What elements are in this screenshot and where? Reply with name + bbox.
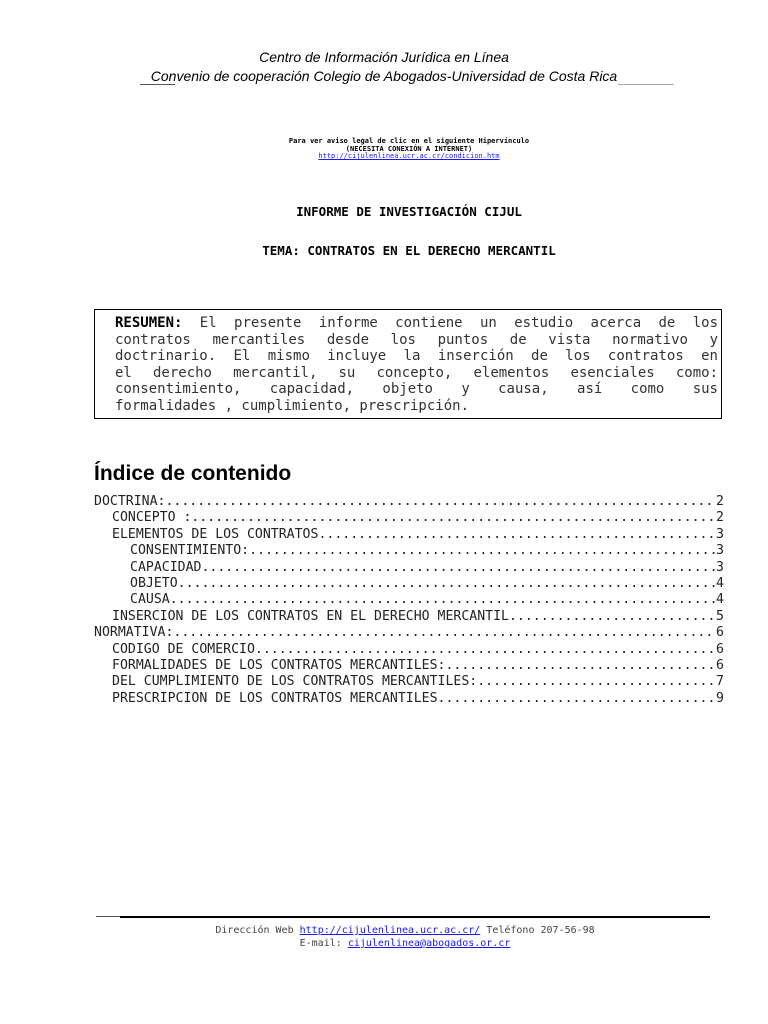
summary-line-5: consentimiento, capacidad, objeto y causa, así como sus — [115, 381, 718, 398]
toc-entry-page: 5 — [716, 608, 724, 624]
toc-entry-label: CAUSA — [130, 592, 170, 608]
toc-entry[interactable] — [94, 494, 724, 510]
toc-entry[interactable] — [94, 592, 724, 608]
toc-entry[interactable] — [94, 625, 724, 641]
toc-leader-dots — [318, 527, 716, 543]
toc-entry[interactable] — [94, 560, 724, 576]
toc-leader-dots — [255, 642, 716, 658]
header-center-name: Centro de Información Jurídica en Línea — [259, 49, 509, 65]
toc-entry-page: 3 — [716, 543, 724, 559]
footer-phone: Teléfono 207-56-98 — [486, 925, 595, 936]
toc-entry[interactable] — [94, 527, 724, 543]
legal-connection-note: (NECESITA CONEXIÓN A INTERNET) — [345, 145, 473, 153]
header-rule-left — [140, 84, 175, 85]
footer-email-label: E-mail: — [299, 938, 342, 949]
toc-leader-dots — [477, 674, 716, 690]
toc-entry-label: PRESCRIPCIÓN DE LOS CONTRATOS MERCANTILES — [112, 690, 438, 706]
toc-entry-page: 4 — [716, 576, 724, 592]
toc-entry[interactable] — [94, 642, 724, 658]
toc-leader-dots — [509, 609, 716, 625]
summary-line-3: doctrinario. El mismo incluye la inserción de los contratos en — [115, 348, 718, 365]
toc-entry-label: NORMATIVA: — [94, 625, 174, 641]
summary-line-4: el derecho mercantil, su concepto, elementos esenciales como: — [115, 364, 718, 381]
toc-entry-label: ELEMENTOS DE LOS CONTRATOS — [112, 526, 319, 542]
legal-notice: Para ver aviso legal de clic en el siguiente Hipervínculo — [288, 137, 530, 145]
toc-leader-dots — [173, 625, 716, 641]
toc-entry-label: CAPACIDAD — [130, 559, 202, 575]
summary-line-6: formalidades , cumplimiento, prescripción. — [115, 397, 470, 414]
toc-entry-label: CÓDIGO DE COMERCIO — [112, 641, 255, 657]
summary-box — [94, 309, 722, 419]
toc-leader-dots — [178, 576, 716, 592]
summary-text-1: El presente informe contiene un estudio acerca de los — [182, 315, 718, 331]
footer-line-email — [0, 938, 768, 949]
toc-entry[interactable] — [94, 576, 724, 592]
toc-entry-label: INSERCIÓN DE LOS CONTRATOS EN EL DERECHO MERCANTIL — [112, 608, 509, 624]
report-title: INFORME DE INVESTIGACIÓN CIJUL — [296, 204, 522, 219]
legal-link[interactable]: http://cijulenlinea.ucr.ac.cr/condicion.htm — [318, 152, 500, 160]
toc-entry-page: 6 — [716, 658, 724, 674]
toc-entry[interactable] — [94, 691, 724, 707]
toc-entry-page: 2 — [716, 494, 724, 509]
toc-entry-label: DEL CUMPLIMIENTO DE LOS CONTRATOS MERCANTILES: — [112, 674, 478, 690]
toc-entry-page: 7 — [716, 674, 724, 690]
toc-leader-dots — [438, 691, 717, 707]
footer-rule-left — [96, 916, 120, 917]
toc-entry-label: CONSENTIMIENTO: — [130, 543, 250, 559]
toc-heading: Índice de contenido — [94, 462, 292, 485]
toc-entry[interactable] — [94, 510, 724, 526]
toc-entry-label: FORMALIDADES DE LOS CONTRATOS MERCANTILES: — [112, 658, 446, 674]
toc-entry-page: 3 — [716, 526, 724, 542]
toc-entry[interactable] — [94, 543, 724, 559]
toc-entry-label: DOCTRINA: — [94, 494, 166, 509]
toc-leader-dots — [191, 510, 716, 526]
toc-entry[interactable] — [94, 658, 724, 674]
summary-line-2: contratos mercantiles desde los puntos de vista normativo y — [115, 331, 718, 348]
toc-entry-page: 9 — [716, 690, 724, 706]
toc-entry-page: 3 — [716, 559, 724, 575]
toc-entry-label: OBJETO — [130, 576, 178, 592]
summary-label: RESUMEN: — [115, 315, 183, 331]
footer-rule — [120, 916, 710, 918]
table-of-contents — [94, 494, 724, 707]
toc-leader-dots — [170, 592, 716, 608]
toc-entry-label: CONCEPTO : — [112, 510, 192, 526]
toc-entry-page: 6 — [716, 641, 724, 657]
toc-leader-dots — [201, 560, 716, 576]
report-topic: TEMA: CONTRATOS EN EL DERECHO MERCANTIL — [262, 243, 556, 258]
toc-entry[interactable] — [94, 674, 724, 690]
toc-entry-page: 4 — [716, 592, 724, 608]
footer-web-label: Dirección Web — [215, 925, 294, 936]
toc-leader-dots — [249, 543, 716, 559]
toc-entry[interactable] — [94, 609, 724, 625]
footer-web-link[interactable]: http://cijulenlinea.ucr.ac.cr/ — [299, 925, 481, 936]
toc-leader-dots — [165, 494, 716, 510]
header-rule-right — [618, 84, 674, 85]
summary-line-1 — [115, 315, 718, 332]
toc-entry-page: 2 — [716, 510, 724, 526]
toc-entry-page: 6 — [716, 625, 724, 641]
toc-leader-dots — [445, 658, 716, 674]
footer-line-web — [0, 925, 768, 936]
header-agreement: Convenio de cooperación Colegio de Abogados-Universidad de Costa Rica — [150, 68, 618, 84]
footer-email-link[interactable]: cijulenlinea@abogados.or.cr — [347, 938, 511, 949]
